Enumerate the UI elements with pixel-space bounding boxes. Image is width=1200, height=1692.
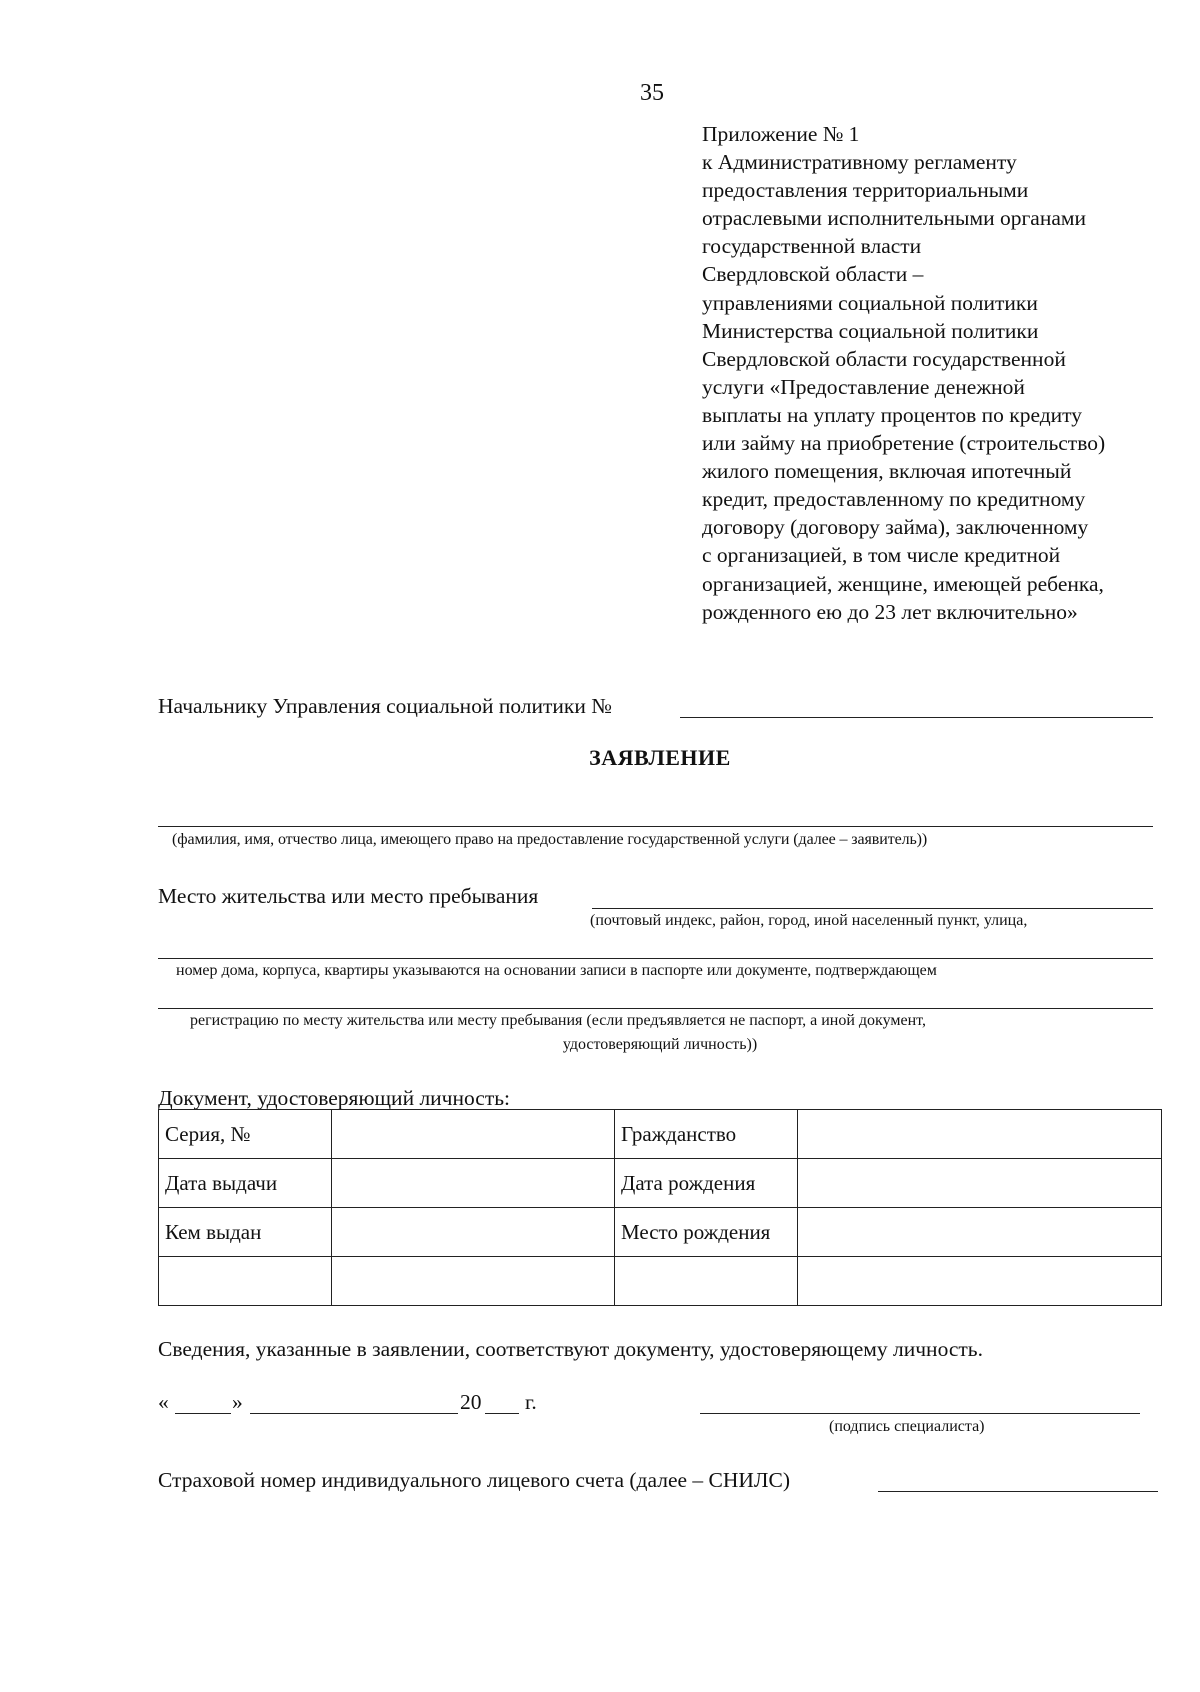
residence-field-1[interactable] bbox=[592, 908, 1153, 909]
id-document-table bbox=[158, 1109, 1162, 1306]
date-year-field[interactable] bbox=[485, 1413, 519, 1414]
document-title: ЗАЯВЛЕНИЕ bbox=[589, 745, 731, 770]
series-number-label: Серия, № bbox=[159, 1110, 332, 1159]
signature-hint: (подпись специалиста) bbox=[829, 1418, 985, 1435]
id-document-label: Документ, удостоверяющий личность: bbox=[158, 1086, 510, 1110]
appendix-line: договору (договору займа), заключенному bbox=[702, 515, 1089, 540]
appendix-line: кредит, предоставленному по кредитному bbox=[702, 487, 1086, 512]
appendix-line: выплаты на уплату процентов по кредиту bbox=[702, 402, 1083, 427]
residence-hint-4: удостоверяющий личность)) bbox=[562, 1036, 758, 1053]
confirmation-text: Сведения, указанные в заявлении, соответствуют документу, удостоверяющему личность. bbox=[158, 1337, 983, 1361]
appendix-line: с организацией, в том числе кредитной bbox=[702, 543, 1061, 568]
snils-field[interactable] bbox=[878, 1491, 1158, 1492]
extra-cell[interactable] bbox=[159, 1257, 332, 1306]
appendix-line: организацией, женщине, имеющей ребенка, bbox=[702, 571, 1104, 596]
addressee-label: Начальнику Управления социальной политики № bbox=[158, 694, 612, 718]
addressee-field[interactable] bbox=[680, 717, 1153, 718]
table-row bbox=[159, 1110, 1162, 1159]
applicant-name-field[interactable] bbox=[158, 826, 1153, 827]
appendix-line: Министерства социальной политики bbox=[702, 318, 1039, 343]
residence-hint-2: номер дома, корпуса, квартиры указываются на основании записи в паспорте или документе, подтверждающем bbox=[176, 962, 937, 979]
table-row bbox=[159, 1159, 1162, 1208]
date-close-quote: » bbox=[232, 1390, 243, 1414]
date-open-quote: « bbox=[158, 1390, 169, 1414]
date-year-suffix: г. bbox=[525, 1390, 537, 1414]
issue-date-label: Дата выдачи bbox=[159, 1159, 332, 1208]
birth-place-value[interactable] bbox=[798, 1208, 1162, 1257]
table-row bbox=[159, 1257, 1162, 1306]
citizenship-value[interactable] bbox=[798, 1110, 1162, 1159]
residence-label: Место жительства или место пребывания bbox=[158, 884, 539, 908]
issued-by-value[interactable] bbox=[332, 1208, 615, 1257]
appendix-line: Свердловской области – bbox=[702, 262, 924, 287]
date-day-field[interactable] bbox=[175, 1413, 231, 1414]
issue-date-value[interactable] bbox=[332, 1159, 615, 1208]
birth-place-label: Место рождения bbox=[615, 1208, 798, 1257]
name-hint: (фамилия, имя, отчество лица, имеющего право на предоставление государственной услуги (далее – заявитель)) bbox=[172, 831, 928, 848]
appendix-line: к Административному регламенту bbox=[702, 150, 1017, 175]
appendix-line: рожденного ею до 23 лет включительно» bbox=[702, 599, 1078, 624]
snils-label: Страховой номер индивидуального лицевого счета (далее – СНИЛС) bbox=[158, 1468, 791, 1492]
page-number: 35 bbox=[640, 80, 664, 106]
extra-cell[interactable] bbox=[615, 1257, 798, 1306]
table-row bbox=[159, 1208, 1162, 1257]
appendix-line: Свердловской области государственной bbox=[702, 346, 1066, 371]
date-month-field[interactable] bbox=[250, 1413, 458, 1414]
appendix-line: жилого помещения, включая ипотечный bbox=[702, 459, 1072, 484]
appendix-line: Приложение № 1 bbox=[702, 122, 860, 146]
series-number-value[interactable] bbox=[332, 1110, 615, 1159]
residence-hint-3: регистрацию по месту жительства или месту пребывания (если предъявляется не паспорт, а иной документ, bbox=[190, 1012, 926, 1029]
appendix-line: государственной власти bbox=[702, 234, 922, 259]
residence-field-2[interactable] bbox=[158, 958, 1153, 959]
extra-cell[interactable] bbox=[332, 1257, 615, 1306]
citizenship-label: Гражданство bbox=[615, 1110, 798, 1159]
appendix-line: отраслевыми исполнительными органами bbox=[702, 206, 1087, 231]
birth-date-value[interactable] bbox=[798, 1159, 1162, 1208]
birth-date-label: Дата рождения bbox=[615, 1159, 798, 1208]
date-year-prefix: 20 bbox=[460, 1390, 482, 1414]
extra-cell[interactable] bbox=[798, 1257, 1162, 1306]
specialist-signature-field[interactable] bbox=[700, 1413, 1140, 1414]
appendix-line: или займу на приобретение (строительство) bbox=[702, 431, 1106, 456]
appendix-line: управлениями социальной политики bbox=[702, 290, 1038, 315]
residence-field-3[interactable] bbox=[158, 1008, 1153, 1009]
issued-by-label: Кем выдан bbox=[159, 1208, 332, 1257]
appendix-line: предоставления территориальными bbox=[702, 178, 1029, 203]
appendix-block bbox=[702, 120, 1172, 626]
residence-hint-1: (почтовый индекс, район, город, иной населенный пункт, улица, bbox=[590, 912, 1028, 929]
appendix-line: услуги «Предоставление денежной bbox=[702, 374, 1025, 399]
